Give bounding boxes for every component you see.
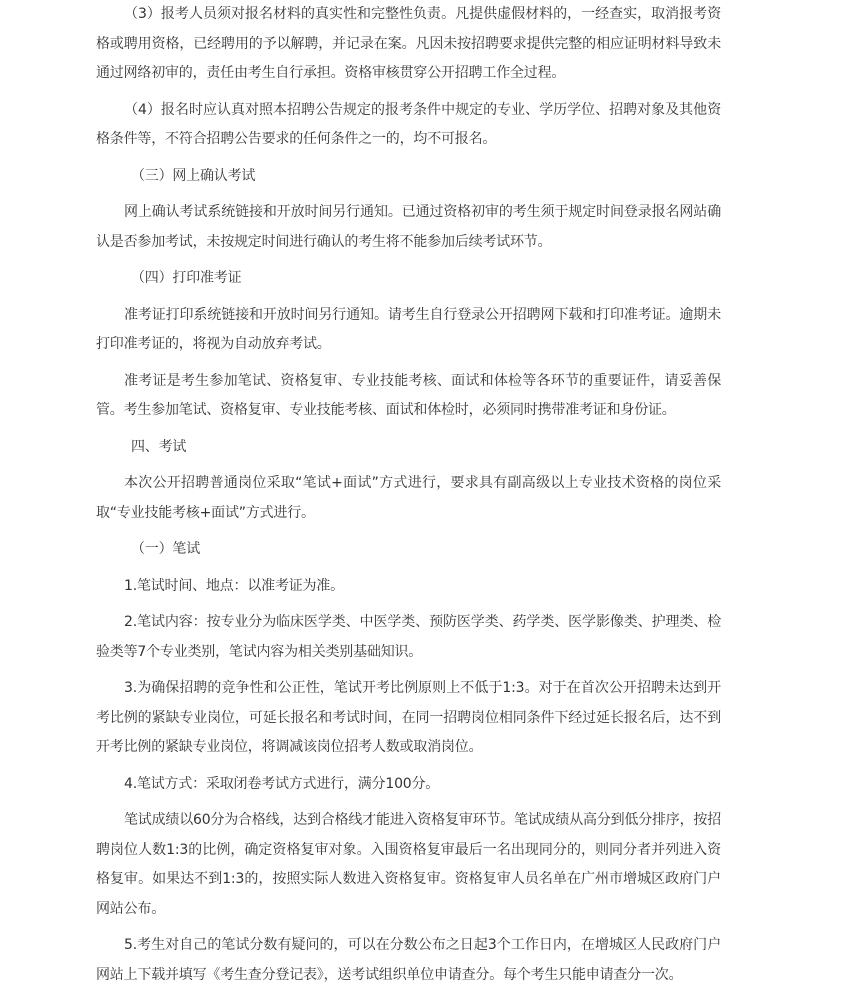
paragraph-written-exam-time-place: 1.笔试时间、地点：以准考证为准。 (124, 577, 344, 594)
paragraph-score-inquiry: 5.考生对自己的笔试分数有疑问的，可以在分数公布之日起3个工作日内，在增城区人民政府门户网站上下载并填写《考生查分登记表》，送考试组织单位申请查分。每个考生只能申请查分一次。 (96, 937, 721, 983)
section-heading-online-confirmation: （三）网上确认考试 (131, 167, 256, 184)
paragraph-written-exam-format: 4.笔试方式：采取闭卷考试方式进行，满分100分。 (124, 775, 440, 792)
paragraph-written-exam-content: 2.笔试内容：按专业分为临床医学类、中医学类、预防医学类、药学类、医学影像类、护理类、检验类等7个专业类别，笔试内容为相关类别基础知识。 (96, 614, 721, 660)
paragraph-written-exam-ratio: 3.为确保招聘的竞争性和公正性，笔试开考比例原则上不低于1:3。对于在首次公开招聘未达到开考比例的紧缺专业岗位，可延长报名和考试时间，在同一招聘岗位相同条件下经过延长报名后，达不到开考比例的紧缺专业岗位，将调减该岗位招考人数或取消岗位。 (96, 680, 721, 755)
paragraph-admission-ticket-importance: 准考证是考生参加笔试、资格复审、专业技能考核、面试和体检等各环节的重要证件，请妥善保管。考生参加笔试、资格复审、专业技能考核、面试和体检时，必须同时携带准考证和身份证。 (96, 372, 721, 418)
section-heading-written-exam: （一）笔试 (131, 541, 200, 557)
section-heading-print-admission-ticket: （四）打印准考证 (131, 270, 242, 286)
section-heading-exam: 四、考试 (131, 438, 187, 455)
paragraph-registration-conditions: （4）报名时应认真对照本招聘公告规定的报考条件中规定的专业、学历学位、招聘对象及其他资格条件等，不符合招聘公告要求的任何条件之一的，均不可报名。 (96, 101, 721, 147)
paragraph-written-exam-passing-score: 笔试成绩以60分为合格线，达到合格线才能进入资格复审环节。笔试成绩从高分到低分排序，按招聘岗位人数1:3的比例，确定资格复审对象。入围资格复审最后一名出现同分的，则同分者并列进入资格复审。如果达不到1:3的，按照实际人数进入资格复审。资格复审人员名单在广州市增城区政府门户网站公布。 (96, 812, 722, 917)
paragraph-exam-method: 本次公开招聘普通岗位采取“笔试+面试”方式进行，要求具有副高级以上专业技术资格的岗位采取“专业技能考核+面试”方式进行。 (96, 475, 721, 521)
paragraph-admission-ticket-print: 准考证打印系统链接和开放时间另行通知。请考生自行登录公开招聘网下载和打印准考证。逾期未打印准考证的，将视为自动放弃考试。 (96, 306, 721, 352)
paragraph-online-confirmation: 网上确认考试系统链接和开放时间另行通知。已通过资格初审的考生须于规定时间登录报名网站确认是否参加考试，未按规定时间进行确认的考生将不能参加后续考试环节。 (96, 204, 721, 250)
paragraph-material-responsibility: （3）报考人员须对报名材料的真实性和完整性负责。凡提供虚假材料的，一经查实，取消报考资格或聘用资格，已经聘用的予以解聘，并记录在案。凡因未按招聘要求提供完整的相应证明材料导致未通过网络初审的，责任由考生自行承担。资格审核贯穿公开招聘工作全过程。 (96, 6, 721, 81)
article-body (96, 0, 721, 997)
